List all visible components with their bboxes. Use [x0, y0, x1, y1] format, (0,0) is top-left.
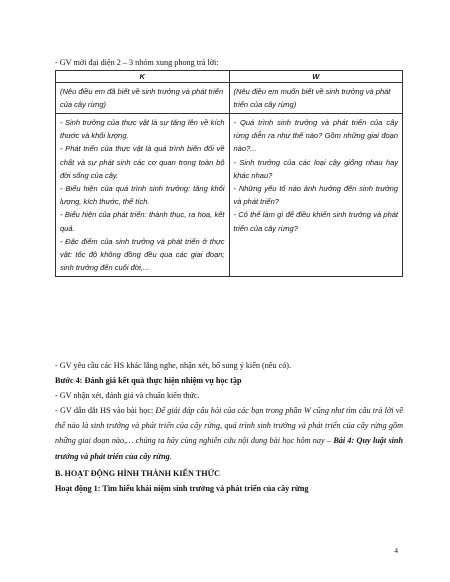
after-table-line: - GV yêu cầu các HS khác lắng nghe, nhận xét, bổ sung ý kiến (nếu có).: [55, 361, 292, 370]
w-item: - Quá trình sinh trưởng và phát triển của cây rừng diễn ra như thế nào? Gồm những giai đoạn nào?...: [233, 118, 398, 154]
k-item: - Biểu hiện của phát triển: thành thục, ra hoa, kết quả.: [60, 210, 225, 233]
w-subheader: (Nêu điều em muốn biết về sinh trưởng và phát triển của cây rừng): [233, 87, 391, 109]
k-item: - Đặc điểm của sinh trưởng và phát triển ở thực vật: tốc độ không đồng đều qua các giai đoạn; sinh trưởng đến cuối đời,...: [60, 236, 225, 273]
w-subheader-cell: [229, 83, 403, 114]
w-header-label: W: [312, 72, 320, 81]
step4-line: - GV nhận xét, đánh giá và chuẩn kiến thức.: [55, 391, 200, 400]
page-number: 4: [394, 546, 398, 555]
k-item: - Biểu hiện của quá trình sinh trưởng: tăng khối lượng, kích thước, thể tích.: [60, 184, 225, 207]
w-item: - Có thể làm gì để điều khiển sinh trưởng và phát triển của cây rừng?: [233, 210, 398, 233]
w-content-cell: [229, 114, 403, 277]
lead-lesson-title: Bài 4: Quy luật sinh trưởng và phát triển của cây rừng: [55, 436, 404, 461]
lead-prefix: - GV dẫn dắt HS vào bài học:: [55, 406, 156, 415]
k-item: - Sinh trưởng của thực vật là sự tăng lên về kích thước và khối lượng.: [60, 118, 225, 141]
k-header-label: K: [139, 72, 145, 81]
k-column-header: [56, 71, 230, 83]
k-content-cell: [56, 114, 230, 277]
body-text: [55, 358, 403, 496]
intro-line: - GV mời đại diện 2 – 3 nhóm xung phong trả lời:: [55, 58, 219, 67]
activity1-heading: Hoạt động 1: Tìm hiểu khái niệm sinh trưởng và phát triển của cây rừng: [55, 483, 309, 493]
lead-italic: Để giải đáp câu hỏi của các bạn trong phần W cũng như tìm câu trả lời về thể nào là sinh trưởng và phát triển của cây rừng, quá trình sinh trưởng và phát triển của cây rừng gồm những giai đoạn nào,… chúng ta hãy cùng nghiên cứu nội dung bài học hôm nay –: [55, 406, 403, 446]
w-column-header: [229, 71, 403, 83]
w-item: - Sinh trưởng của các loại cây giống nhau hay khác nhau?: [233, 157, 398, 180]
lead-end: .: [169, 451, 172, 461]
k-subheader-cell: [56, 83, 230, 114]
lead-paragraph: [55, 403, 403, 464]
section-b-heading: B. HOẠT ĐỘNG HÌNH THÀNH KIẾN THỨC: [55, 468, 221, 478]
k-subheader: (Nêu điều em đã biết về sinh trưởng và phát triển của cây rừng): [60, 87, 224, 109]
kw-table: [55, 70, 403, 277]
w-item: - Những yếu tố nào ảnh hưởng đến sinh trưởng và phát triển?: [233, 184, 398, 207]
k-item: - Phát triển của thực vật là quá trình biến đổi về chất và sự phát sinh các cơ quan trong toàn bộ đời sống của cây.: [60, 144, 225, 180]
step4-heading: Bước 4: Đánh giá kết quả thực hiện nhiệm vụ học tập: [55, 376, 242, 385]
